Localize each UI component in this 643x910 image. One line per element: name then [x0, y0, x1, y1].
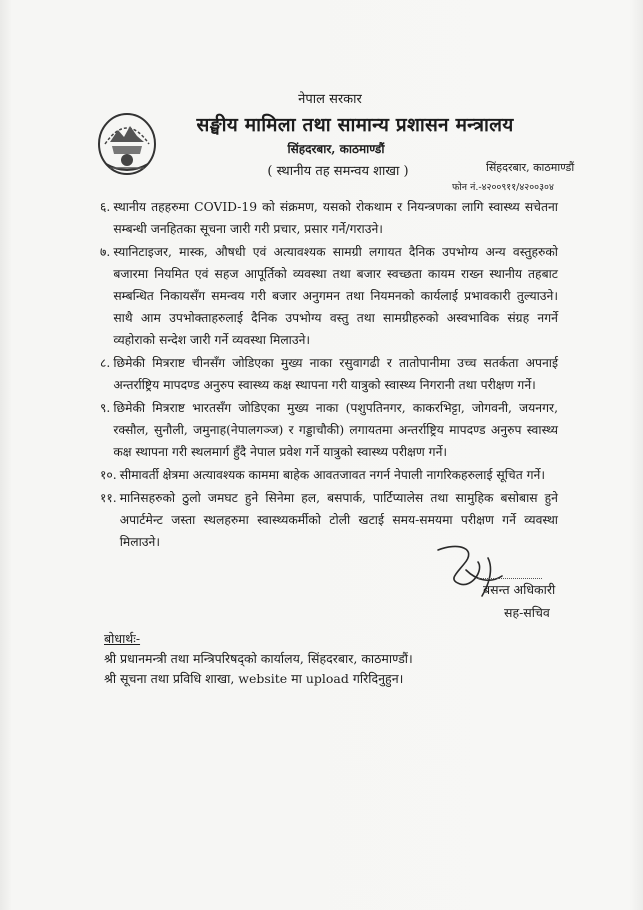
ministry-location: सिंहदरबार, काठमाण्डौं: [287, 142, 385, 156]
cc-recipient: श्री प्रधानमन्त्री तथा मन्त्रिपरिषद्को कार्यालय, सिंहदरबार, काठमाण्डौं।: [104, 651, 413, 666]
item-number: ८.: [100, 356, 111, 370]
list-item: [100, 352, 558, 396]
office-phone: फोन नं.-४२००९११/४२००३०४: [452, 182, 554, 193]
item-text: स्यानिटाइजर, मास्क, औषधी एवं अत्यावश्यक सामग्री लगायत दैनिक उपभोग्य अन्य वस्तुहरुको बजारमा नियमित एवं सहज आपूर्तिको व्यवस्था तथा बजार स्वच्छता कायम राख्न स्थानीय तहबाट सम्बन्धित निकायसँग समन्वय गरी बजार अनुगमन तथा नियमनको कार्यलाई प्रभावकारी तुल्याउने। साथै आम उपभोक्ताहरुलाई दैनिक उपभोग्य वस्तु तथा सामग्रीहरुको अस्वभाविक संग्रह नगर्ने व्यहोराको सन्देश जारी गर्ने व्यवस्था मिलाउने।: [113, 245, 558, 347]
signatory-designation: सह-सचिव: [504, 605, 550, 620]
item-number: १०.: [100, 468, 117, 482]
signature-line: [478, 578, 542, 579]
list-item: [100, 241, 558, 351]
item-text: मानिसहरुको ठुलो जमघट हुने सिनेमा हल, बसपार्क, पार्टिप्यालेस तथा सामुहिक बसोबास हुने अपार्टमेन्ट जस्ता स्थलहरुमा स्वास्थ्यकर्मीको टोली खटाई समय-समयमा परीक्षण गर्ने व्यवस्था मिलाउने।: [119, 491, 558, 549]
item-text: स्थानीय तहहरुमा COVID-19 को संक्रमण, यसको रोकथाम र नियन्त्रणका लागि स्वास्थ्य सचेतना सम्बन्धी जनहितका सूचना जारी गरी प्रचार, प्रसार गर्ने/गराउने।: [113, 200, 558, 236]
item-text: छिमेकी मित्रराष्ट भारतसँग जोडिएका मुख्य नाका (पशुपतिनगर, काकरभिट्टा, जोगवनी, जयनगर, रक्सौल, सुनौली, जमुनाह(नेपालगञ्ज) र गड्डाचौकी) लगायतमा अन्तर्राष्ट्रिय मापदण्ड अनुरुप स्वास्थ्य कक्ष स्थापना गरी स्थलमार्ग हुँदै नेपाल प्रवेश गर्ने यात्रुको स्वास्थ्य परीक्षण गर्ने।: [113, 401, 558, 459]
cc-heading: बोधार्थः-: [104, 631, 141, 646]
signatory-name: बसन्त अधिकारी: [483, 582, 556, 597]
item-number: ६.: [100, 200, 111, 214]
item-text: सीमावर्ती क्षेत्रमा अत्यावश्यक काममा बाहेक आवतजावत नगर्न नेपाली नागरिकहरुलाई सूचित गर्ने।: [119, 468, 546, 482]
item-number: ११.: [100, 491, 117, 505]
list-item: [100, 464, 558, 486]
government-name: नेपाल सरकार: [298, 92, 362, 107]
cc-recipient: श्री सूचना तथा प्रविधि शाखा, website मा upload गरिदिनुहुन।: [104, 671, 404, 686]
item-number: ७.: [100, 245, 111, 259]
item-number: ९.: [100, 401, 111, 415]
item-text: छिमेकी मित्रराष्ट चीनसँग जोडिएका मुख्य नाका रसुवागढी र तातोपानीमा उच्च सतर्कता अपनाई अन्तर्राष्ट्रिय मापदण्ड अनुरुप स्वास्थ्य कक्ष स्थापना गरी यात्रुको स्वास्थ्य निगरानी तथा परीक्षण गर्ने।: [113, 356, 558, 392]
directive-list: [100, 196, 558, 554]
list-item: [100, 196, 558, 240]
branch-name: ( स्थानीय तह समन्वय शाखा ): [267, 164, 409, 179]
ministry-title: सङ्घीय मामिला तथा सामान्य प्रशासन मन्त्रालय: [196, 114, 514, 136]
office-address: सिंहदरबार, काठमाण्डौं: [486, 161, 575, 174]
list-item: [100, 397, 558, 463]
nepal-emblem-icon: [96, 110, 158, 176]
